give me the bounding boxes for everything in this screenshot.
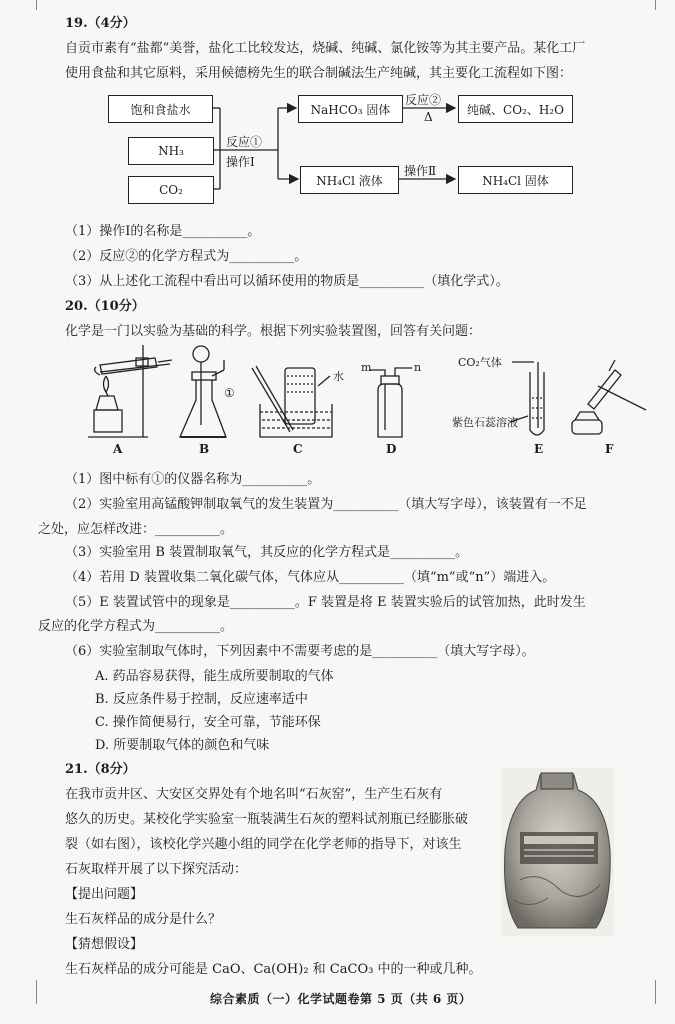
q19-intro-line1: 自贡市素有“盐都”美誉，盐化工比较发达，烧碱、纯碱、氯化铵等为其主要产品。某化工厂 [65, 41, 586, 56]
q21-section-hypothesis-heading: 【猜想假设】 [65, 937, 144, 952]
q20-sub4: （4）若用 D 装置收集二氧化碳气体，气体应从__________（填“m”或“n”）端进入。 [65, 570, 556, 585]
q20-option-c: C. 操作简便易行，安全可靠，节能环保 [95, 715, 321, 730]
box-co2: CO₂ [128, 176, 214, 204]
q20-sub5-line1: （5）E 装置试管中的现象是__________。F 装置是将 E 装置实验后的试管加热，此时发生 [65, 595, 586, 610]
q20-option-b: B. 反应条件易于控制，反应速率适中 [95, 692, 308, 707]
q20-sub5-line2: 反应的化学方程式为__________。 [38, 619, 234, 634]
q21-section-question-heading: 【提出问题】 [65, 887, 144, 902]
q21-header: 21.（8分） [65, 762, 136, 777]
q19-header: 19.（4分） [65, 16, 136, 31]
box-nahco3-solid: NaHCO₃ 固体 [298, 95, 403, 123]
box-nh4cl-solid: NH₄Cl 固体 [458, 166, 573, 194]
label-reaction1: 反应① [226, 135, 263, 149]
q20-intro: 化学是一门以实验为基础的科学。根据下列实验装置图，回答有关问题： [65, 324, 482, 339]
annotation-n: n [414, 361, 422, 374]
label-apparatus-e: E [534, 442, 544, 456]
q21-question-text: 生石灰样品的成分是什么？ [65, 912, 222, 927]
q20-sub2-line1: （2）实验室用高锰酸钾制取氧气的发生装置为__________（填大写字母），该装置有一不足 [65, 497, 587, 512]
box-nh4cl-liquid: NH₄Cl 液体 [300, 166, 399, 194]
q20-sub1: （1）图中标有①的仪器名称为__________。 [65, 472, 321, 487]
q21-para-line1: 在我市贡井区、大安区交界处有个地名叫“石灰窑”，生产生石灰有 [65, 787, 443, 802]
q21-hypothesis-text: 生石灰样品的成分可能是 CaO、Ca(OH)₂ 和 CaCO₃ 中的一种或几种。 [65, 962, 482, 977]
q19-intro-line2: 使用食盐和其它原料，采用候德榜先生的联合制碱法生产纯碱，其主要化工流程如下图： [65, 66, 573, 81]
box-saturated-saline: 饱和食盐水 [108, 95, 213, 123]
label-apparatus-c: C [293, 442, 303, 456]
q21-para-line4: 石灰取样开展了以下探究活动： [65, 862, 248, 877]
label-apparatus-b: B [199, 442, 210, 456]
box-nh3: NH₃ [128, 137, 214, 165]
q20-sub3: （3）实验室用 B 装置制取氧气，其反应的化学方程式是__________。 [65, 545, 469, 560]
label-operation2: 操作Ⅱ [404, 164, 437, 178]
q20-sub2-line2: 之处，应怎样改进：__________。 [38, 522, 234, 537]
label-apparatus-f: F [605, 442, 614, 456]
annotation-water: 水 [333, 370, 344, 383]
annotation-m: m [361, 361, 372, 374]
box-products: 纯碱、CO₂、H₂O [458, 95, 573, 123]
label-reaction2: 反应② [405, 93, 442, 107]
page-footer: 综合素质（一）化学试题卷第 5 页（共 6 页） [210, 992, 472, 1006]
q19-sub2: （2）反应②的化学方程式为__________。 [65, 249, 308, 264]
q20-sub6: （6）实验室制取气体时，下列因素中不需要考虑的是__________（填大写字母）。 [65, 644, 535, 659]
annotation-co2-gas: CO₂气体 [458, 356, 502, 369]
label-apparatus-d: D [386, 442, 397, 456]
q19-sub3: （3）从上述化工流程中看出可以循环使用的物质是__________（填化学式）。 [65, 274, 509, 289]
q21-para-line2: 悠久的历史。某校化学实验室一瓶装满生石灰的塑料试剂瓶已经膨胀破 [65, 812, 469, 827]
q20-option-a: A. 药品容易获得，能生成所要制取的气体 [95, 669, 334, 684]
label-operation1: 操作Ⅰ [226, 155, 255, 169]
annotation-circle1: ① [224, 386, 235, 400]
q20-option-d: D. 所要制取气体的颜色和气味 [95, 738, 270, 753]
q21-para-line3: 裂（如右图），该校化学兴趣小组的同学在化学老师的指导下，对该生 [65, 837, 462, 852]
q20-header: 20.（10分） [65, 299, 145, 314]
annotation-litmus: 紫色石蕊溶液 [452, 416, 518, 429]
label-apparatus-a: A [113, 442, 123, 456]
label-heat-delta: Δ [424, 110, 433, 124]
q19-sub1: （1）操作Ⅰ的名称是__________。 [65, 224, 261, 239]
